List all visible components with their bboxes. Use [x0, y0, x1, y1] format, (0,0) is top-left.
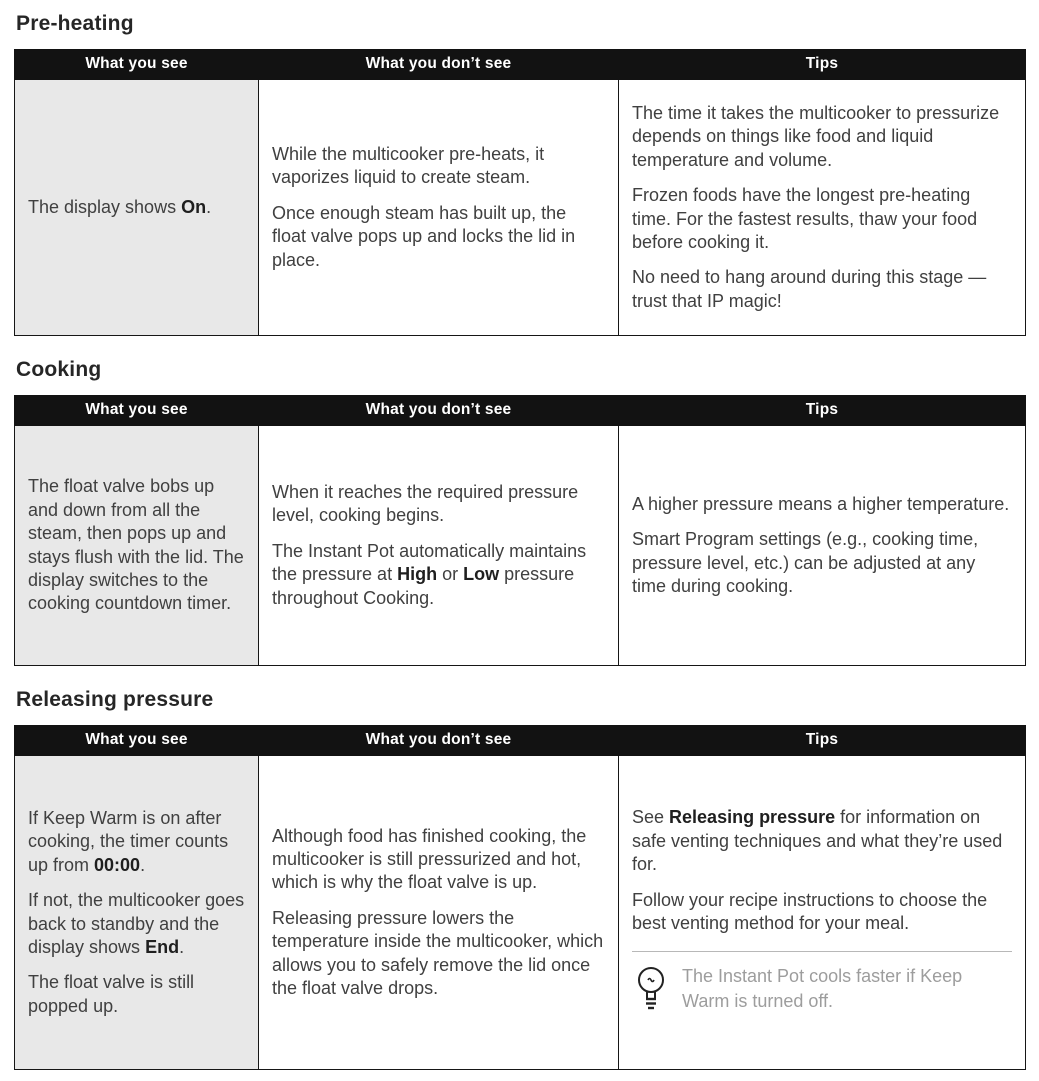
section-title-releasing-pressure: Releasing pressure: [16, 688, 214, 711]
lightbulb-icon: [636, 966, 666, 1018]
info-table-cooking: [14, 395, 1026, 666]
tips-cell: A higher pressure means a higher temperature. Smart Program settings (e.g., cooking time, pressure level, etc.) can be adjusted at any time during cooking.: [619, 426, 1026, 666]
table-row: [15, 80, 1026, 336]
note-text: The Instant Pot cools faster if Keep Warm is turned off.: [682, 966, 963, 1011]
what-you-see-cell: If Keep Warm is on after cooking, the timer counts up from 00:00. If not, the multicooker goes back to standby and the display shows End. The float valve is still popped up.: [15, 756, 259, 1070]
keep-warm-note: [632, 964, 1012, 1018]
tips-cell: [619, 756, 1026, 1070]
column-header-tips: Tips: [619, 50, 1026, 80]
info-table-pre-heating: [14, 49, 1026, 336]
header-row: [15, 726, 1026, 756]
what-you-see-cell: The float valve bobs up and down from all the steam, then pops up and stays flush with the lid. The display switches to the cooking countdown timer.: [15, 426, 259, 666]
column-header-what-you-dont-see: What you don’t see: [259, 726, 619, 756]
table-row: [15, 756, 1026, 1070]
what-you-dont-see-cell: When it reaches the required pressure level, cooking begins. The Instant Pot automatically maintains the pressure at High or Low pressure throughout Cooking.: [259, 426, 619, 666]
header-row: [15, 50, 1026, 80]
column-header-what-you-dont-see: What you don’t see: [259, 50, 619, 80]
section-cooking: [14, 358, 1025, 666]
section-title-pre-heating: Pre-heating: [16, 12, 134, 35]
section-pre-heating: [14, 12, 1025, 336]
header-row: [15, 396, 1026, 426]
column-header-what-you-see: What you see: [15, 726, 259, 756]
column-header-what-you-see: What you see: [15, 50, 259, 80]
tips-paragraphs: See Releasing pressure for information on safe venting techniques and what they’re used for. Follow your recipe instructions to choose the best venting method for your meal.: [632, 807, 1003, 933]
tips-cell: The time it takes the multicooker to pressurize depends on things like food and liquid temperature and volume. Frozen foods have the longest pre-heating time. For the fastest results, thaw your food before cooking it. No need to hang around during this stage — trust that IP magic!: [619, 80, 1026, 336]
column-header-tips: Tips: [619, 726, 1026, 756]
table-row: [15, 426, 1026, 666]
note-divider: [632, 951, 1012, 952]
what-you-dont-see-cell: While the multicooker pre-heats, it vaporizes liquid to create steam. Once enough steam has built up, the float valve pops up and locks the lid in place.: [259, 80, 619, 336]
what-you-dont-see-cell: Although food has finished cooking, the multicooker is still pressurized and hot, which is why the float valve is up. Releasing pressure lowers the temperature inside the multicooker, which allows you to safely remove the lid once the float valve drops.: [259, 756, 619, 1070]
column-header-what-you-see: What you see: [15, 396, 259, 426]
what-you-see-cell: The display shows On.: [15, 80, 259, 336]
section-releasing-pressure: [14, 688, 1025, 1070]
column-header-tips: Tips: [619, 396, 1026, 426]
info-table-releasing-pressure: [14, 725, 1026, 1070]
column-header-what-you-dont-see: What you don’t see: [259, 396, 619, 426]
section-title-cooking: Cooking: [16, 358, 102, 381]
